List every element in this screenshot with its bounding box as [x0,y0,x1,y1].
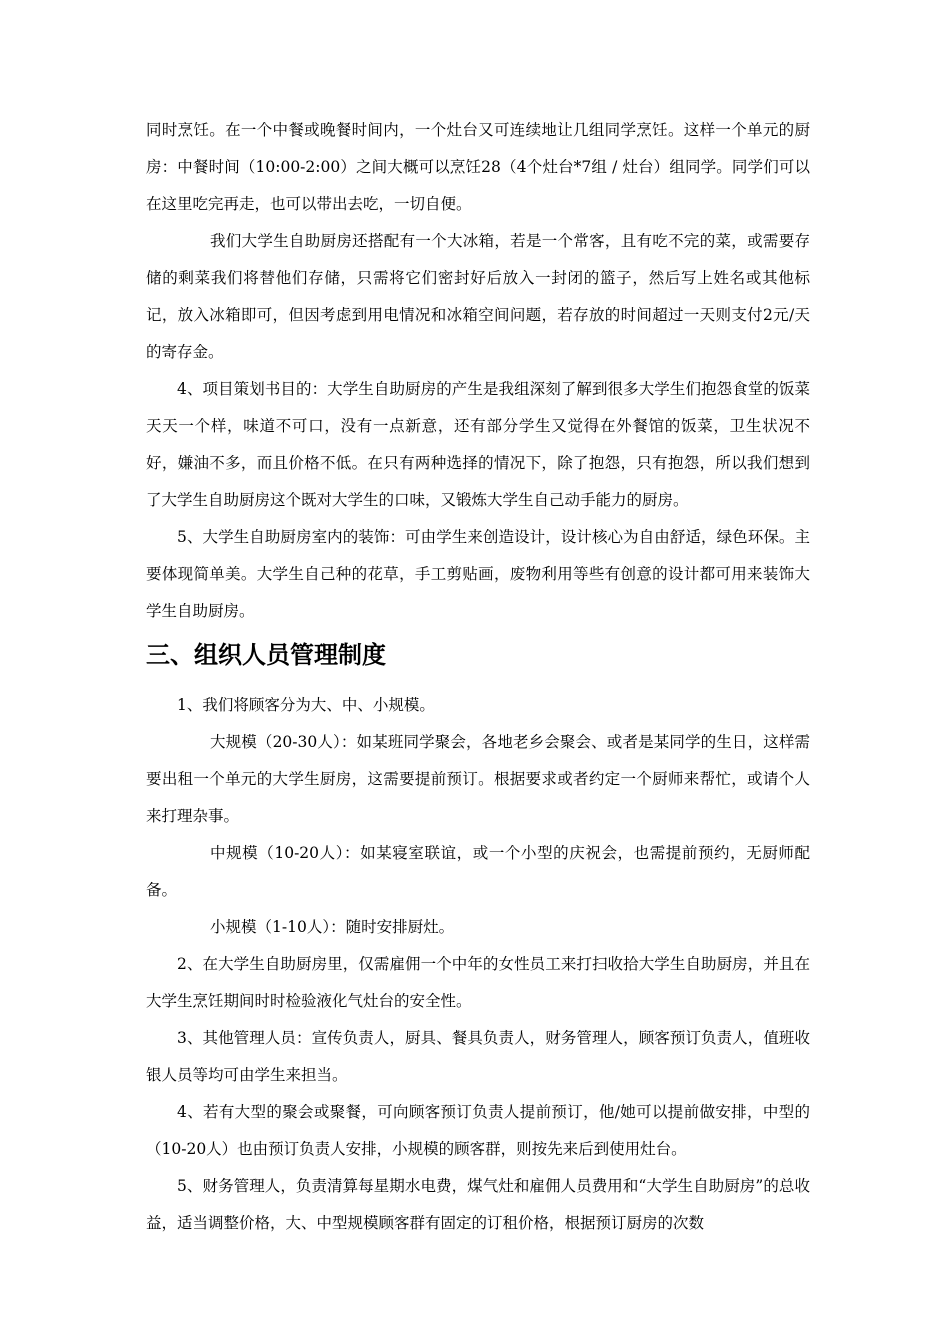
paragraph-project-purpose: 4、项目策划书目的：大学生自助厨房的产生是我组深刻了解到很多大学生们抱怨食堂的饭菜天天一个样，味道不可口，没有一点新意，还有部分学生又觉得在外餐馆的饭菜，卫生状况不好，嫌油不多，而且价格不低。在只有两种选择的情况下，除了抱怨，只有抱怨，所以我们想到了大学生自助厨房这个既对大学生的口味，又锻炼大学生自己动手能力的厨房。 [146,380,810,509]
paragraph-customer-scale: 1、我们将顾客分为大、中、小规模。 [177,696,435,714]
paragraph-cleaning-staff: 2、在大学生自助厨房里，仅需雇佣一个中年的女性员工来打扫收拾大学生自助厨房，并且在大学生烹饪期间时时检验液化气灶台的安全性。 [146,955,810,1010]
section-heading: 三、组织人员管理制度 [146,641,386,669]
paragraph-other-managers: 3、其他管理人员：宣传负责人，厨具、餐具负责人，财务管理人，顾客预订负责人，值班收银人员等均可由学生来担当。 [146,1029,810,1084]
paragraph-cooking-schedule: 同时烹饪。在一个中餐或晚餐时间内，一个灶台又可连续地让几组同学烹饪。这样一个单元的厨房：中餐时间（10:00-2:00）之间大概可以烹饪28（4个灶台*7组 / 灶台）组同学。同学们可以在这里吃完再走，也可以带出去吃，一切自便。 [146,121,810,213]
paragraph-finance-manager: 5、财务管理人，负责清算每星期水电费，煤气灶和雇佣人员费用和“大学生自助厨房”的总收益，适当调整价格，大、中型规模顾客群有固定的订租价格，根据预订厨房的次数 [146,1177,810,1232]
paragraph-interior-decoration: 5、大学生自助厨房室内的装饰：可由学生来创造设计，设计核心为自由舒适，绿色环保。主要体现简单美。大学生自己种的花草，手工剪贴画，废物利用等些有创意的设计都可用来装饰大学生自助厨房。 [146,528,810,620]
paragraph-fridge-storage: 我们大学生自助厨房还搭配有一个大冰箱，若是一个常客，且有吃不完的菜，或需要存储的剩菜我们将替他们存储，只需将它们密封好后放入一封闭的篮子，然后写上姓名或其他标记，放入冰箱即可，但因考虑到用电情况和冰箱空间问题，若存放的时间超过一天则支付2元/天的寄存金。 [146,232,810,361]
paragraph-medium-scale: 中规模（10-20人）：如某寝室联谊，或一个小型的庆祝会，也需提前预约，无厨师配备。 [146,844,810,899]
paragraph-reservations: 4、若有大型的聚会或聚餐，可向顾客预订负责人提前预订，他/她可以提前做安排，中型的（10-20人）也由预订负责人安排，小规模的顾客群，则按先来后到使用灶台。 [146,1103,810,1158]
paragraph-small-scale: 小规模（1-10人）：随时安排厨灶。 [210,918,455,936]
paragraph-large-scale: 大规模（20-30人）：如某班同学聚会，各地老乡会聚会、或者是某同学的生日，这样需要出租一个单元的大学生厨房，这需要提前预订。根据要求或者约定一个厨师来帮忙，或请个人来打理杂事。 [146,733,810,825]
